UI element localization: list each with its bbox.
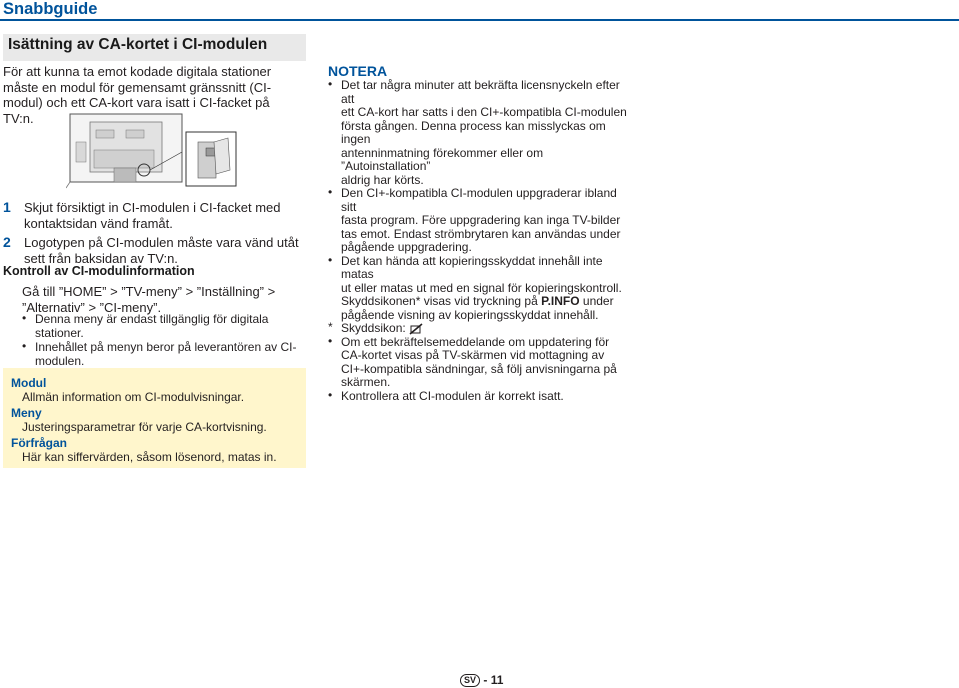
steps-list xyxy=(3,200,303,270)
intro-line: För att kunna ta emot kodade digitala stationer xyxy=(3,64,272,79)
bullet-text: första gången. Denna process kan misslyckas om ingen xyxy=(341,118,606,146)
bullet-text: tas emot. Endast strömbrytaren kan användas under xyxy=(341,226,621,241)
bullet-text: CA-kortet visas på TV-skärmen vid mottagning av xyxy=(341,348,605,362)
footer-separator: - xyxy=(483,673,488,687)
bullet-text-part: Skyddsikonen* visas vid tryckning på xyxy=(341,294,542,308)
notera-heading: NOTERA xyxy=(328,63,388,79)
list-item xyxy=(328,79,633,187)
list-item xyxy=(328,252,633,323)
header-rule xyxy=(0,19,959,21)
copy-protection-icon xyxy=(409,323,423,335)
intro-line: måste en modul för gemensamt gränssnitt (CI- xyxy=(3,79,272,95)
info-term: Meny xyxy=(11,406,42,420)
p-info-key-label: P.INFO xyxy=(541,294,580,308)
bullet-text-part: under xyxy=(579,294,614,308)
step-text: kontaktsidan vänd framåt. xyxy=(24,215,173,231)
bullet-text: modulen. xyxy=(35,354,85,368)
step-number: 2 xyxy=(3,234,11,250)
bullet-text: pågående visning av kopieringsskyddat innehåll. xyxy=(341,307,599,322)
bullet-text: Om ett bekräftelsemeddelande om uppdatering för xyxy=(341,334,610,349)
bullet-text: ut eller matas ut med en signal för kopieringskontroll. xyxy=(341,280,622,295)
step-number: 1 xyxy=(3,199,11,215)
ci-slot-detail xyxy=(186,132,236,186)
bullet-text: ett CA-kort har satts i den CI+-kompatibla CI-modulen xyxy=(341,105,627,119)
step-text: sett från baksidan av TV:n. xyxy=(24,250,178,266)
notera-list xyxy=(328,79,633,403)
step-text: Skjut försiktigt in CI-modulen i CI-facket med xyxy=(24,200,281,215)
footnote-mark: * xyxy=(328,320,333,334)
ci-menu-info-box xyxy=(3,368,306,468)
info-desc: Justeringsparametrar för varje CA-kortvisning. xyxy=(22,420,267,434)
info-desc: Allmän information om CI-modulvisningar. xyxy=(22,390,245,404)
list-item xyxy=(328,333,633,390)
bullet-text: Den CI+-kompatibla CI-modulen uppgraderar ibland sitt xyxy=(341,186,617,214)
list-item xyxy=(22,312,300,340)
language-badge: SV xyxy=(460,674,480,687)
bullet-text: Innehållet på menyn beror på leverantören av CI- xyxy=(35,340,297,354)
header-title: Snabbguide xyxy=(3,0,98,18)
bullet-dot: • xyxy=(328,252,333,267)
bullet-text: skärmen. xyxy=(341,375,391,389)
section-title: Isättning av CA-kortet i CI-modulen xyxy=(8,36,268,53)
bullet-text: CI+-kompatibla sändningar, så följ anvisningarna på xyxy=(341,361,617,376)
bullet-text: Det tar några minuter att bekräfta licensnyckeln efter att xyxy=(341,78,620,106)
footnote xyxy=(328,322,633,336)
kontroll-bullets xyxy=(22,312,300,368)
bullet-dot: • xyxy=(328,387,333,402)
info-term: Förfrågan xyxy=(11,436,68,450)
tv-back-illustration xyxy=(66,112,244,194)
list-item xyxy=(328,387,633,404)
list-item xyxy=(22,340,300,368)
bullet-dot: • xyxy=(328,185,333,199)
bullet-text xyxy=(341,295,633,309)
page-footer xyxy=(460,673,503,687)
bullet-dot: • xyxy=(22,339,27,353)
bullet-text: Det kan hända att kopieringsskyddat innehåll inte matas xyxy=(341,253,603,281)
info-term: Modul xyxy=(11,376,47,390)
info-desc: Här kan siffervärden, såsom lösenord, matas in. xyxy=(22,450,277,464)
bullet-dot: • xyxy=(328,77,333,91)
bullet-dot: • xyxy=(22,311,27,325)
bullet-text: stationer. xyxy=(35,326,84,340)
kontroll-heading: Kontroll av CI-modulinformation xyxy=(3,264,195,278)
tv-back-panel xyxy=(66,114,182,188)
intro-line: modul) och ett CA-kort vara isatt i CI-facket på TV:n. xyxy=(3,95,270,126)
menu-path-line: ”Alternativ” > ”CI-meny”. xyxy=(22,300,162,315)
step-item xyxy=(3,200,303,231)
bullet-text: fasta program. Före uppgradering kan inga TV-bilder xyxy=(341,213,621,227)
bullet-text: Denna meny är endast tillgänglig för digitala xyxy=(35,312,269,326)
bullet-text: antenninmatning förekommer eller om ”Autoinstallation” xyxy=(341,145,544,173)
bullet-dot: • xyxy=(328,333,333,348)
list-item xyxy=(328,187,633,255)
menu-path-line: Gå till ”HOME” > ”TV-meny” > ”Inställning” > xyxy=(22,284,276,299)
bullet-text: pågående uppgradering. xyxy=(341,240,472,254)
page-number: 11 xyxy=(490,673,504,687)
footnote-label: Skyddsikon: xyxy=(341,321,406,335)
bullet-text: Kontrollera att CI-modulen är korrekt isatt. xyxy=(341,388,564,403)
bullet-text: aldrig har körts. xyxy=(341,172,424,187)
step-item xyxy=(3,235,303,266)
step-text: Logotypen på CI-modulen måste vara vänd utåt xyxy=(24,235,299,250)
